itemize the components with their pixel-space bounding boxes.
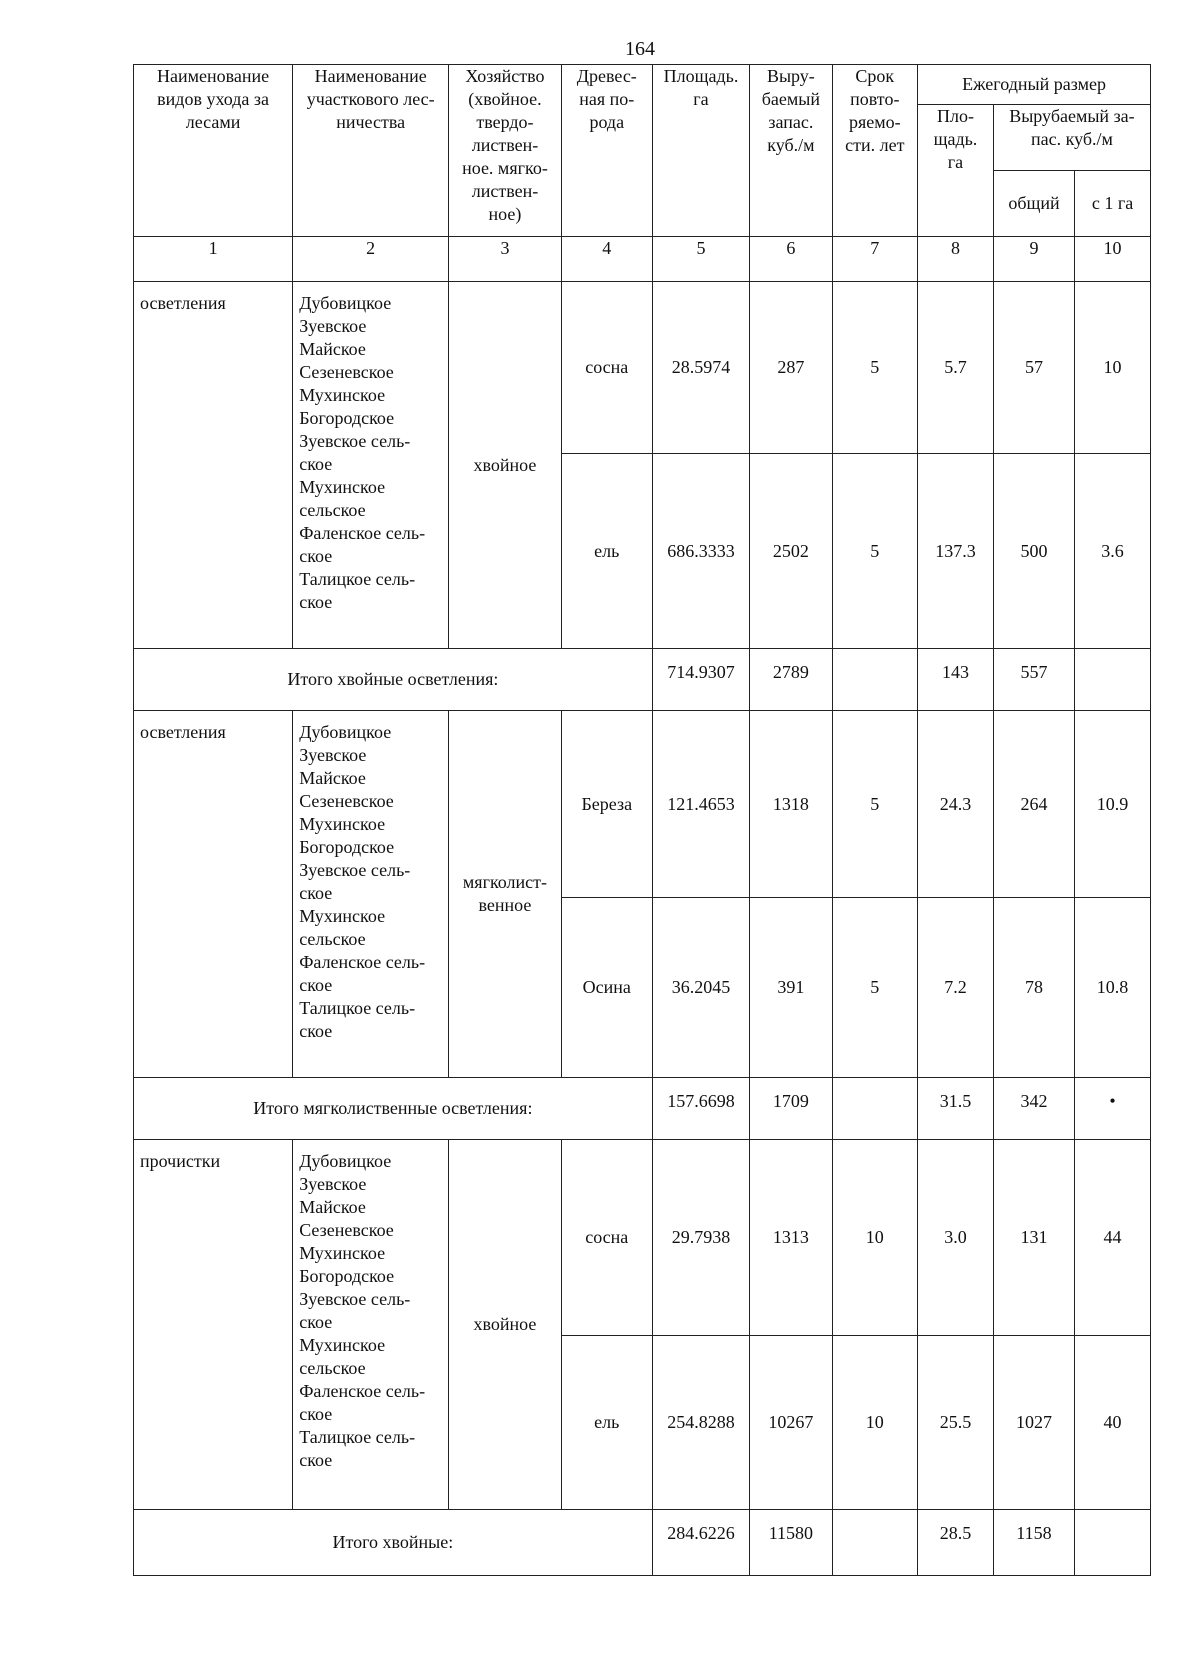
text-line: Дубовицкое bbox=[299, 1151, 392, 1171]
text-line: Наименование bbox=[157, 66, 270, 86]
area-cell: 29.7938 bbox=[652, 1140, 749, 1336]
annual-total-cell: 131 bbox=[993, 1140, 1074, 1336]
economy-cell bbox=[449, 711, 562, 1078]
text-line: ная по- bbox=[579, 89, 635, 109]
text-line: Зуевское bbox=[299, 1174, 367, 1194]
text-line: листвен- bbox=[471, 135, 539, 155]
text-line: ское bbox=[299, 1450, 333, 1470]
species-cell: ель bbox=[561, 1336, 652, 1510]
annual-per-ha-cell: 44 bbox=[1075, 1140, 1151, 1336]
economy-cell bbox=[449, 282, 562, 649]
text-line: твердо- bbox=[476, 112, 534, 132]
text-line: Дубовицкое bbox=[299, 293, 392, 313]
table-row bbox=[134, 282, 1151, 454]
text-line: хвойное bbox=[473, 454, 537, 475]
text-line: ское bbox=[299, 546, 333, 566]
text-line: ряемо- bbox=[848, 112, 901, 132]
section-softwood-clearing bbox=[134, 711, 1151, 1140]
text-line: Зуевское сель- bbox=[299, 860, 411, 880]
text-line: ское bbox=[299, 883, 333, 903]
period-cell: 5 bbox=[832, 454, 918, 649]
annual-per-ha-cell: 40 bbox=[1075, 1336, 1151, 1510]
species-cell: ель bbox=[561, 454, 652, 649]
period-cell: 10 bbox=[832, 1336, 918, 1510]
total-label: Итого мягколиственные осветления: bbox=[134, 1078, 653, 1140]
area-cell: 686.3333 bbox=[652, 454, 749, 649]
header-economy bbox=[449, 65, 562, 237]
text-line: ское bbox=[299, 975, 333, 995]
text-line: Мухинское bbox=[299, 477, 386, 497]
column-number: 5 bbox=[652, 237, 749, 282]
annual-area-cell: 7.2 bbox=[918, 898, 994, 1078]
text-line: ское bbox=[299, 1312, 333, 1332]
text-line: Дубовицкое bbox=[299, 722, 392, 742]
text-line: Талицкое сель- bbox=[299, 1427, 416, 1447]
column-number: 4 bbox=[561, 237, 652, 282]
volume-cell: 1313 bbox=[750, 1140, 832, 1336]
text-line: Майское bbox=[299, 1197, 366, 1217]
total-annual-area: 31.5 bbox=[918, 1078, 994, 1140]
header-care-type bbox=[134, 65, 293, 237]
area-cell: 36.2045 bbox=[652, 898, 749, 1078]
text-line: Выру- bbox=[766, 66, 815, 86]
volume-cell: 391 bbox=[750, 898, 832, 1078]
section-conifer-thinning bbox=[134, 1140, 1151, 1576]
text-line: Талицкое сель- bbox=[299, 569, 416, 589]
text-line: видов ухода за bbox=[157, 89, 270, 109]
total-row bbox=[134, 649, 1151, 711]
species-cell: Осина bbox=[561, 898, 652, 1078]
period-cell: 5 bbox=[832, 898, 918, 1078]
forestry-list bbox=[293, 282, 449, 649]
header-period bbox=[832, 65, 918, 237]
text-line: лесами bbox=[185, 112, 241, 132]
area-cell: 121.4653 bbox=[652, 711, 749, 898]
species-cell: сосна bbox=[561, 1140, 652, 1336]
total-volume: 11580 bbox=[750, 1510, 832, 1576]
text-line: (хвойное. bbox=[468, 89, 542, 109]
text-line: Пло- bbox=[936, 106, 974, 126]
text-line: Зуевское сель- bbox=[299, 431, 411, 451]
text-line: Фаленское сель- bbox=[299, 952, 426, 972]
species-cell: Береза bbox=[561, 711, 652, 898]
text-line: га bbox=[693, 89, 709, 109]
text-line: ничества bbox=[336, 112, 406, 132]
column-numbers-row bbox=[134, 237, 1151, 282]
total-period bbox=[832, 1078, 918, 1140]
text-line: ское bbox=[299, 592, 333, 612]
text-line: Мухинское bbox=[299, 385, 386, 405]
total-annual-area: 28.5 bbox=[918, 1510, 994, 1576]
economy-cell bbox=[449, 1140, 562, 1510]
text-line: ское bbox=[299, 1021, 333, 1041]
annual-area-cell: 137.3 bbox=[918, 454, 994, 649]
column-number: 8 bbox=[918, 237, 994, 282]
annual-total-cell: 500 bbox=[993, 454, 1074, 649]
text-line: Майское bbox=[299, 768, 366, 788]
text-line: пас. куб./м bbox=[1030, 129, 1113, 149]
text-line: сти. лет bbox=[845, 135, 905, 155]
column-number: 2 bbox=[293, 237, 449, 282]
text-line: ское bbox=[299, 454, 333, 474]
total-annual-area: 143 bbox=[918, 649, 994, 711]
header-annual-per-ha: с 1 га bbox=[1075, 171, 1151, 237]
text-line: повто- bbox=[850, 89, 900, 109]
species-cell: сосна bbox=[561, 282, 652, 454]
total-annual-total: 342 bbox=[993, 1078, 1074, 1140]
text-line: ное) bbox=[488, 204, 522, 224]
text-line: Фаленское сель- bbox=[299, 523, 426, 543]
total-annual-total: 1158 bbox=[993, 1510, 1074, 1576]
total-area: 157.6698 bbox=[652, 1078, 749, 1140]
column-number: 1 bbox=[134, 237, 293, 282]
total-period bbox=[832, 1510, 918, 1576]
text-line: сельское bbox=[299, 500, 366, 520]
column-number: 6 bbox=[750, 237, 832, 282]
text-line: Мухинское bbox=[299, 1335, 386, 1355]
text-line: Майское bbox=[299, 339, 366, 359]
header-annual-volume bbox=[993, 105, 1150, 171]
text-line: ское bbox=[299, 1404, 333, 1424]
text-line: участкового лес- bbox=[306, 89, 435, 109]
table-header bbox=[134, 65, 1151, 282]
text-line: Срок bbox=[855, 66, 895, 86]
text-line: Богородское bbox=[299, 837, 395, 857]
text-line: Наименование bbox=[314, 66, 427, 86]
text-line: Зуевское сель- bbox=[299, 1289, 411, 1309]
total-period bbox=[832, 649, 918, 711]
text-line: баемый bbox=[761, 89, 820, 109]
header-species bbox=[561, 65, 652, 237]
annual-per-ha-cell: 10.8 bbox=[1075, 898, 1151, 1078]
annual-area-cell: 24.3 bbox=[918, 711, 994, 898]
text-line: Сезеневское bbox=[299, 1220, 394, 1240]
text-line: Талицкое сель- bbox=[299, 998, 416, 1018]
text-line: Богородское bbox=[299, 1266, 395, 1286]
text-line: Площадь. bbox=[663, 66, 739, 86]
forestry-list bbox=[293, 1140, 449, 1510]
header-annual-area bbox=[918, 105, 994, 237]
page-number: 164 bbox=[625, 38, 655, 60]
volume-cell: 287 bbox=[750, 282, 832, 454]
volume-cell: 1318 bbox=[750, 711, 832, 898]
header-annual-total: общий bbox=[993, 171, 1074, 237]
period-cell: 5 bbox=[832, 711, 918, 898]
total-label: Итого хвойные: bbox=[134, 1510, 653, 1576]
text-line: сельское bbox=[299, 1358, 366, 1378]
total-area: 714.9307 bbox=[652, 649, 749, 711]
annual-per-ha-cell: 3.6 bbox=[1075, 454, 1151, 649]
text-line: мягколист- bbox=[462, 872, 548, 892]
text-line: ное. мягко- bbox=[462, 158, 548, 178]
care-type-cell: осветления bbox=[134, 711, 293, 1078]
text-line: Мухинское bbox=[299, 906, 386, 926]
annual-total-cell: 1027 bbox=[993, 1336, 1074, 1510]
care-type-cell: прочистки bbox=[134, 1140, 293, 1510]
total-annual-per-ha bbox=[1075, 1510, 1151, 1576]
total-label: Итого хвойные осветления: bbox=[134, 649, 653, 711]
text-line: Хозяйство bbox=[465, 66, 545, 86]
text-line: Сезеневское bbox=[299, 791, 394, 811]
annual-total-cell: 57 bbox=[993, 282, 1074, 454]
header-annual: Ежегодный размер bbox=[918, 65, 1151, 105]
text-line: Вырубаемый за- bbox=[1009, 106, 1135, 126]
total-row bbox=[134, 1510, 1151, 1576]
text-line: Древес- bbox=[576, 66, 637, 86]
section-conifer-clearing bbox=[134, 282, 1151, 711]
period-cell: 10 bbox=[832, 1140, 918, 1336]
forestry-list bbox=[293, 711, 449, 1078]
total-annual-per-ha: • bbox=[1075, 1078, 1151, 1140]
text-line: Фаленское сель- bbox=[299, 1381, 426, 1401]
annual-per-ha-cell: 10 bbox=[1075, 282, 1151, 454]
table-row bbox=[134, 711, 1151, 898]
text-line: запас. bbox=[768, 112, 814, 132]
area-cell: 28.5974 bbox=[652, 282, 749, 454]
annual-area-cell: 5.7 bbox=[918, 282, 994, 454]
annual-area-cell: 25.5 bbox=[918, 1336, 994, 1510]
column-number: 9 bbox=[993, 237, 1074, 282]
annual-area-cell: 3.0 bbox=[918, 1140, 994, 1336]
total-row bbox=[134, 1078, 1151, 1140]
text-line: куб./м bbox=[767, 135, 815, 155]
annual-total-cell: 264 bbox=[993, 711, 1074, 898]
column-number: 7 bbox=[832, 237, 918, 282]
annual-per-ha-cell: 10.9 bbox=[1075, 711, 1151, 898]
total-volume: 1709 bbox=[750, 1078, 832, 1140]
total-annual-per-ha bbox=[1075, 649, 1151, 711]
area-cell: 254.8288 bbox=[652, 1336, 749, 1510]
total-area: 284.6226 bbox=[652, 1510, 749, 1576]
text-line: хвойное bbox=[473, 1314, 537, 1334]
column-number: 3 bbox=[449, 237, 562, 282]
volume-cell: 10267 bbox=[750, 1336, 832, 1510]
care-type-cell: осветления bbox=[134, 282, 293, 649]
text-line: щадь. bbox=[933, 129, 978, 149]
table-row bbox=[134, 1140, 1151, 1336]
volume-cell: 2502 bbox=[750, 454, 832, 649]
text-line: Мухинское bbox=[299, 1243, 386, 1263]
text-line: рода bbox=[589, 112, 625, 132]
forest-care-table bbox=[133, 64, 1151, 1576]
total-annual-total: 557 bbox=[993, 649, 1074, 711]
text-line: венное bbox=[478, 895, 532, 915]
column-number: 10 bbox=[1075, 237, 1151, 282]
text-line: Богородское bbox=[299, 408, 395, 428]
text-line: Сезеневское bbox=[299, 362, 394, 382]
text-line: га bbox=[947, 152, 964, 172]
header-forestry bbox=[293, 65, 449, 237]
text-line: листвен- bbox=[471, 181, 539, 201]
text-line: Зуевское bbox=[299, 316, 367, 336]
text-line: сельское bbox=[299, 929, 366, 949]
annual-total-cell: 78 bbox=[993, 898, 1074, 1078]
header-area bbox=[652, 65, 749, 237]
total-volume: 2789 bbox=[750, 649, 832, 711]
period-cell: 5 bbox=[832, 282, 918, 454]
header-volume bbox=[750, 65, 832, 237]
text-line: Мухинское bbox=[299, 814, 386, 834]
text-line: Зуевское bbox=[299, 745, 367, 765]
